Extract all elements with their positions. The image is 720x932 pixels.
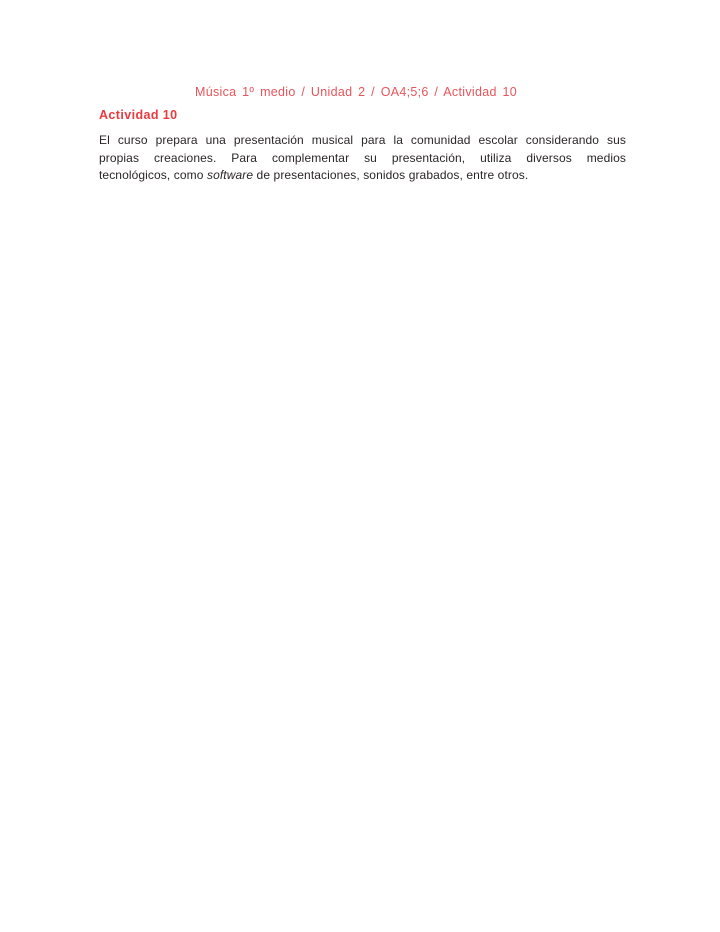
text-segment: propias creaciones. Para complementar su presentación, utiliza diversos medios xyxy=(99,150,626,165)
breadcrumb: Música 1º medio / Unidad 2 / OA4;5;6 / Actividad 10 xyxy=(195,85,517,99)
italic-term: software xyxy=(206,168,254,183)
activity-description xyxy=(99,132,626,185)
text-segment: de presentaciones, sonidos grabados, entre otros. xyxy=(253,168,529,183)
text-segment: tecnológicos, como xyxy=(99,168,207,183)
paragraph-line xyxy=(99,150,626,168)
activity-heading: Actividad 10 xyxy=(99,108,178,122)
text-segment: El curso prepara una presentación musical para la comunidad escolar considerando sus xyxy=(99,133,626,147)
paragraph-line xyxy=(99,167,626,185)
paragraph-line xyxy=(99,132,626,150)
